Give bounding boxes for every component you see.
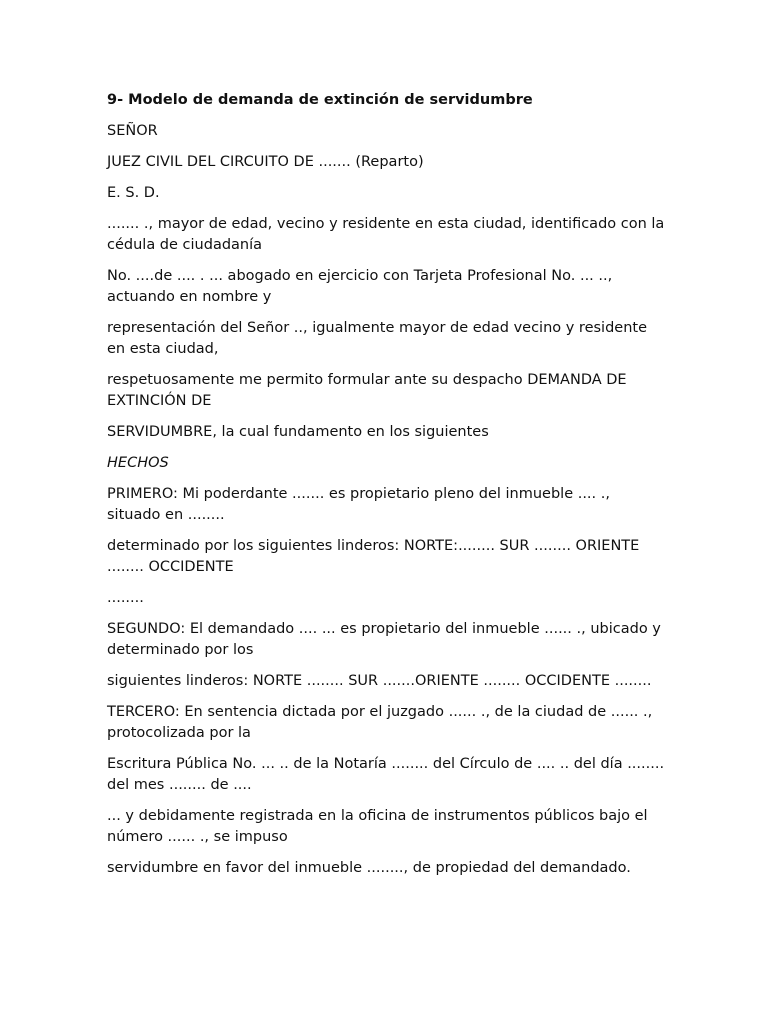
paragraph: siguientes linderos: NORTE ........ SUR .......ORIENTE ........ OCCIDENTE ........: [107, 673, 652, 689]
salutation: SEÑOR: [107, 123, 158, 139]
addressee: JUEZ CIVIL DEL CIRCUITO DE ....... (Reparto): [107, 154, 424, 170]
paragraph: SEGUNDO: El demandado .... ... es propietario del inmueble ...... ., ubicado y determinado por los: [107, 621, 661, 658]
paragraph: TERCERO: En sentencia dictada por el juzgado ...... ., de la ciudad de ...... ., protocolizada por la: [107, 704, 653, 741]
paragraph: Escritura Pública No. ... .. de la Notaría ........ del Círculo de .... .. del día ........ del mes ........ de ....: [107, 756, 665, 793]
section-heading-hechos: HECHOS: [107, 455, 169, 471]
paragraph: SERVIDUMBRE, la cual fundamento en los siguientes: [107, 424, 489, 440]
paragraph: ....... ., mayor de edad, vecino y residente en esta ciudad, identificado con la cédula de ciudadanía: [107, 216, 665, 253]
paragraph: ........: [107, 590, 144, 606]
document-page: [107, 90, 667, 889]
paragraph: representación del Señor .., igualmente mayor de edad vecino y residente en esta ciudad,: [107, 320, 648, 357]
paragraph: No. ....de .... . ... abogado en ejercicio con Tarjeta Profesional No. ... .., actuando en nombre y: [107, 268, 613, 305]
document-title: 9- Modelo de demanda de extinción de servidumbre: [107, 92, 533, 108]
paragraph: PRIMERO: Mi poderdante ....... es propietario pleno del inmueble .... ., situado en ........: [107, 486, 610, 523]
esd-line: E. S. D.: [107, 185, 160, 201]
paragraph: ... y debidamente registrada en la oficina de instrumentos públicos bajo el número ...... ., se impuso: [107, 808, 648, 845]
paragraph: respetuosamente me permito formular ante su despacho DEMANDA DE EXTINCIÓN DE: [107, 372, 627, 409]
paragraph: servidumbre en favor del inmueble ........, de propiedad del demandado.: [107, 860, 631, 876]
paragraph: determinado por los siguientes linderos: NORTE:........ SUR ........ ORIENTE ........ OCCIDENTE: [107, 538, 640, 575]
